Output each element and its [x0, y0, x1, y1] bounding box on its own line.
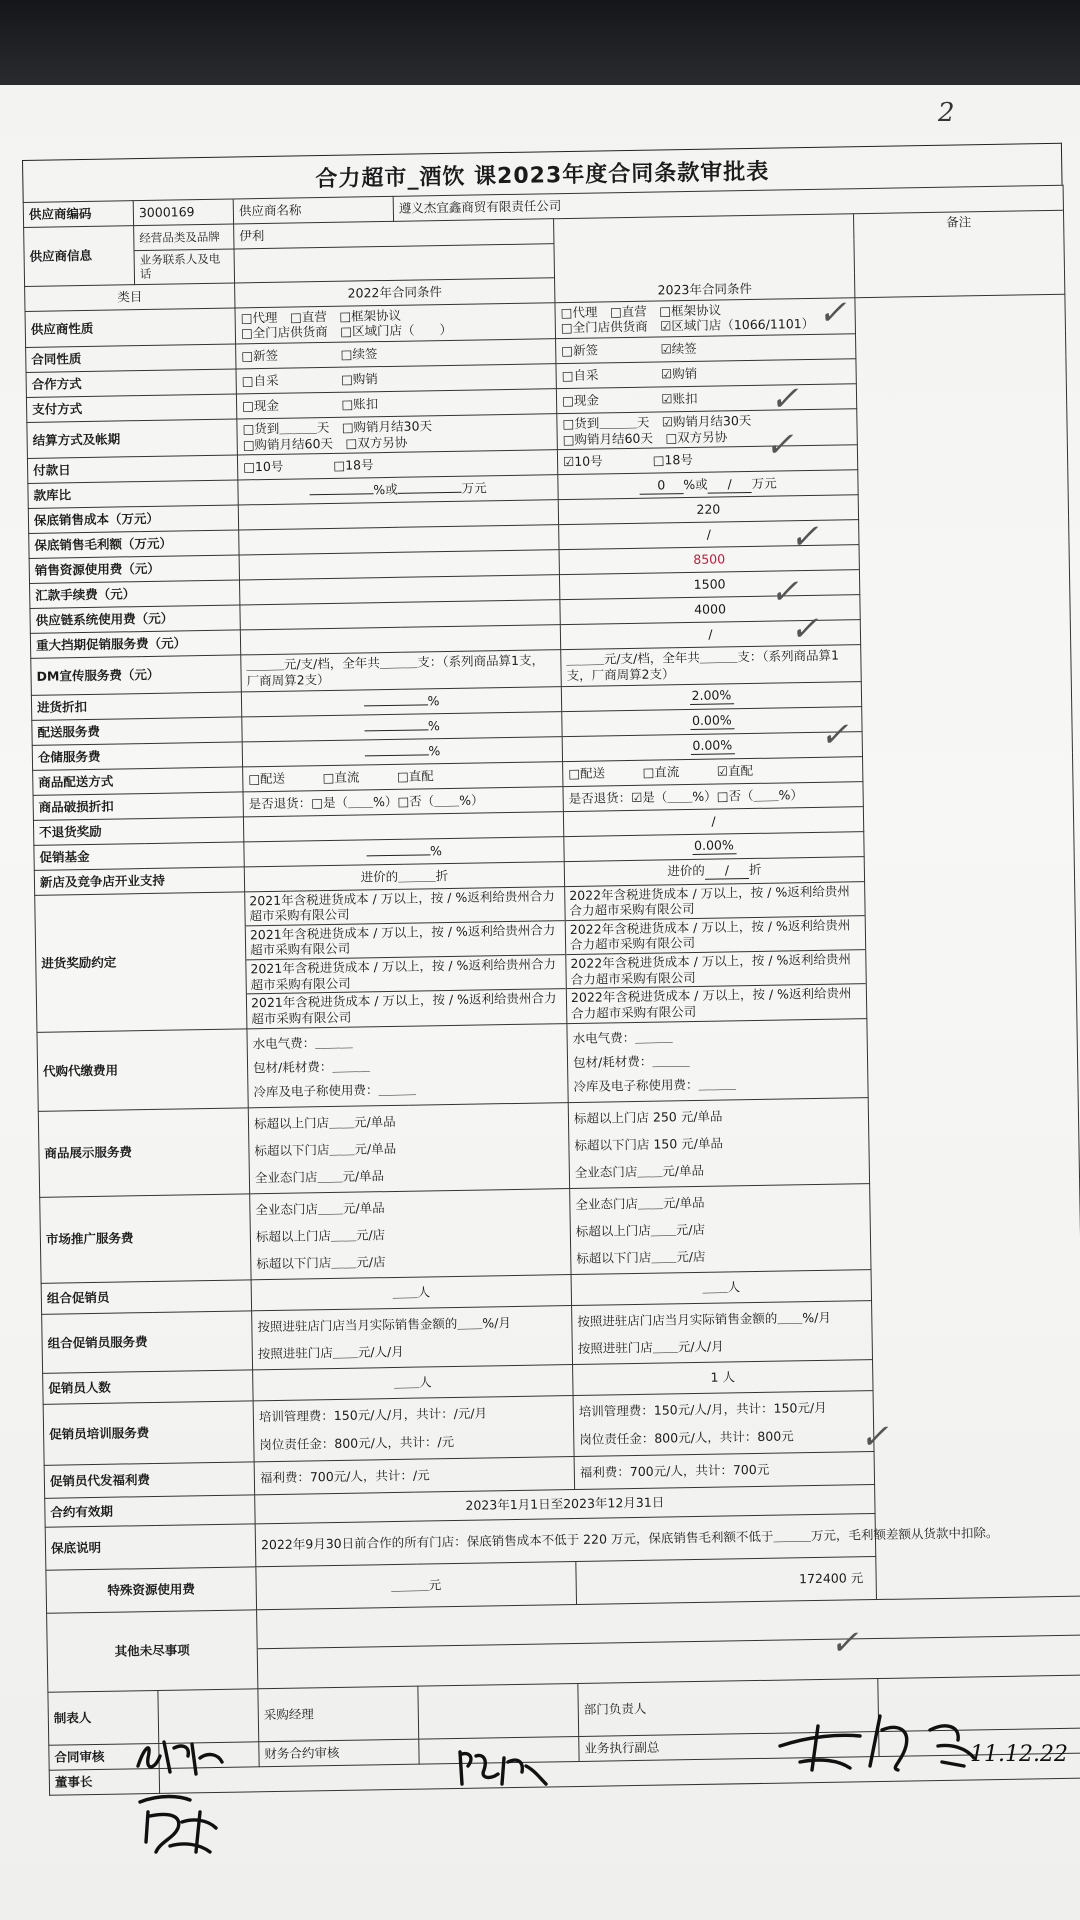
delivery-fee-2022-unit: % — [427, 717, 440, 734]
delivery-mode-2022: □配送 □直流 □直配 — [243, 761, 563, 791]
dept-head-date: 11.12.22 — [970, 1742, 1068, 1767]
purchase-manager-signature — [450, 1744, 550, 1794]
pay-day-2022: □10号 □18号 — [237, 450, 557, 480]
header-2023: 2023年合同条件 — [554, 214, 855, 303]
check-mark: ✓ — [820, 715, 849, 755]
sales-resource-label: 销售资源使用费（元） — [29, 555, 239, 583]
special-fee-2023: 172400 元 — [576, 1553, 1080, 1604]
pay-day-2023: ☑10号 □18号 — [557, 445, 857, 475]
rebate-2022-item: 2021年含税进货成本 / 万以上，按 / %返利给贵州合力超市采购有限公司 — [250, 990, 557, 1027]
vp-label: 业务执行副总 — [579, 1731, 879, 1761]
storage-fee-label: 仓储服务费 — [32, 741, 242, 769]
supplier-name: 遵义杰宜鑫商贸有限责任公司 — [393, 185, 1063, 221]
market-fee-2022-item: 标超以下门店＿＿元/店 — [256, 1253, 386, 1271]
form-table — [23, 185, 1080, 1796]
contact-value — [234, 244, 555, 283]
group-promoter-2023: ＿＿人 — [571, 1269, 871, 1305]
market-fee-2022-item: 全业态门店＿＿元/单品 — [255, 1199, 385, 1217]
stock-ratio-2022-pct-unit: %或 — [373, 482, 398, 498]
display-fee-2023-item: 标超以下门店 150 元/单品 — [574, 1135, 724, 1153]
check-mark: ✓ — [860, 1417, 889, 1457]
special-fee-label: 特殊资源使用费 — [46, 1566, 257, 1612]
agent-fee-2022 — [247, 1023, 568, 1107]
no-return-label: 不退货奖励 — [33, 816, 243, 844]
supplier-info-label: 供应商信息 — [24, 226, 135, 287]
contract-label: 合同性质 — [26, 344, 236, 372]
sales-resource-2023: 8500 — [559, 545, 859, 575]
agent-fee-2022-item: 冷库及电子称使用费：＿＿＿ — [253, 1081, 417, 1099]
rebate-label: 进货奖励约定 — [35, 891, 247, 1031]
promoter-count-2022: ＿＿人 — [253, 1364, 573, 1400]
delivery-mode-2023: □配送 □直流 ☑直配 — [563, 756, 863, 786]
check-mark: ✓ — [770, 379, 799, 419]
agent-fee-2023-item: 包材/耗材费：＿＿＿ — [572, 1052, 690, 1070]
rebate-2022 — [245, 886, 567, 1028]
min-cost-2023: 220 — [558, 495, 858, 525]
brand-value: 伊利 — [234, 219, 554, 249]
promoter-training-2022-item: 培训管理费：150元/人/月，共计：/元/月 — [258, 1404, 488, 1424]
pay-method-2022: □现金 □账扣 — [236, 389, 556, 419]
display-fee-2022-item: 标超以上门店＿＿元/单品 — [253, 1113, 396, 1131]
settle-2022 — [237, 414, 558, 456]
special-fee-2022: ＿＿＿元 — [256, 1561, 577, 1609]
new-store-label: 新店及竞争店开业支持 — [34, 866, 244, 894]
new-store-2022: 进价的＿＿＿折 — [244, 861, 564, 891]
purchase-discount-label: 进货折扣 — [31, 691, 241, 719]
nature-2022 — [235, 302, 556, 344]
remark-column — [855, 294, 1080, 1599]
supply-chain-label: 供应链系统使用费（元） — [30, 605, 240, 633]
settle-2022-line2: □购销月结60天 □双方另协 — [242, 434, 408, 453]
validity-label: 合约有效期 — [45, 1494, 255, 1526]
stock-ratio-2023-wan: / — [708, 476, 752, 493]
group-promoter-2022: ＿＿人 — [251, 1274, 571, 1310]
promoter-training-2023-item: 培训管理费：150元/人/月，共计：150元/月 — [578, 1399, 827, 1419]
stock-ratio-2023-pct: 0 — [639, 477, 683, 494]
remit-fee-2023: 1500 — [559, 570, 859, 600]
check-mark: ✓ — [770, 572, 799, 612]
new-store-2023-value: / — [705, 862, 749, 879]
delivery-mode-label: 商品配送方式 — [33, 766, 243, 794]
agent-fee-2022-item: 包材/耗材费：＿＿＿ — [252, 1057, 370, 1075]
market-fee-2022 — [250, 1188, 571, 1279]
promoter-training-2023-item: 岗位责任金：800元/人，共计：800元 — [579, 1427, 794, 1447]
rebate-2023-item: 2022年含税进货成本 / 万以上，按 / %返利给贵州合力超市采购有限公司 — [570, 985, 852, 1021]
supplier-code: 3000169 — [133, 199, 233, 226]
purchase-discount-2023-value: 2.00% — [689, 687, 733, 704]
dm-label: DM宣传服务费（元） — [31, 655, 242, 695]
promoter-training-2023 — [573, 1390, 874, 1456]
rebate-2022-item: 2021年含税进货成本 / 万以上，按 / %返利给贵州合力超市采购有限公司 — [246, 921, 566, 961]
promoter-training-label: 促销员培训服务费 — [43, 1400, 254, 1464]
check-mark: ✓ — [765, 425, 794, 465]
form-title: 合力超市_酒饮 课2023年度合同条款审批表 — [22, 143, 1063, 202]
promoter-count-label: 促销员人数 — [43, 1369, 253, 1403]
check-mark: ✓ — [790, 609, 819, 649]
purchase-manager-label: 采购经理 — [258, 1686, 419, 1742]
brand-label: 经营品类及品牌 — [134, 224, 234, 251]
other-value — [257, 1596, 1080, 1689]
header-category: 类目 — [25, 283, 235, 311]
pay-method-label: 支付方式 — [26, 394, 236, 422]
damage-2022: 是否退货：□是（＿＿%）□否（＿＿%） — [243, 786, 563, 816]
chairman-label: 董事长 — [49, 1768, 159, 1795]
agent-fee-label: 代购代缴费用 — [37, 1028, 248, 1110]
other-label: 其他未尽事项 — [47, 1609, 258, 1691]
delivery-fee-label: 配送服务费 — [32, 716, 242, 744]
stock-ratio-2022-pct — [309, 494, 373, 496]
delivery-fee-2023-value: 0.00% — [690, 712, 734, 729]
agent-fee-2023-item: 冷库及电子称使用费：＿＿＿ — [573, 1075, 737, 1094]
rebate-2022-item: 2021年含税进货成本 / 万以上，按 / %返利给贵州合力超市采购有限公司 — [245, 887, 565, 927]
agent-fee-2022-item: 水电气费：＿＿＿ — [252, 1034, 353, 1051]
big-promo-2023: / — [560, 620, 860, 650]
pay-method-2023: □现金 ☑账扣 — [556, 384, 856, 414]
check-mark: ✓ — [818, 293, 847, 333]
market-fee-label: 市场推广服务费 — [40, 1193, 251, 1282]
coop-2023: □自采 ☑购销 — [556, 359, 856, 389]
promoter-training-2022-item: 岗位责任金：800元/人，共计：/元 — [259, 1433, 455, 1452]
display-fee-2022-item: 标超以下门店＿＿元/单品 — [254, 1140, 397, 1158]
agent-fee-2023-item: 水电气费：＿＿＿ — [572, 1028, 673, 1046]
group-promoter-fee-2022-item: 按照进驻店门店当月实际销售金额的＿＿%/月 — [257, 1314, 512, 1334]
stock-ratio-2022-wan-unit: 万元 — [461, 480, 487, 497]
promoter-count-2023: 1 人 — [573, 1359, 873, 1395]
group-promoter-fee-2022-item: 按照进驻门店＿＿元/人/月 — [257, 1343, 404, 1361]
promo-fund-label: 促销基金 — [34, 841, 244, 869]
damage-2023: 是否退货：☑是（＿＿%）□否（＿＿%） — [563, 781, 863, 811]
display-fee-2023-item: 标超以上门店 250 元/单品 — [573, 1108, 723, 1126]
stock-ratio-2022-wan — [398, 492, 462, 494]
rebate-2023-item: 2022年含税进货成本 / 万以上，按 / %返利给贵州合力超市采购有限公司 — [566, 950, 866, 989]
supply-chain-2023: 4000 — [560, 595, 860, 625]
promoter-welfare-2023: 福利费：700元/人，共计：700元 — [574, 1451, 875, 1489]
dm-2023: ＿＿＿元/支/档，全年共＿＿＿支：（系列商品算1支，厂商周算2支） — [561, 645, 862, 686]
purchase-discount-2022-unit: % — [427, 692, 440, 709]
dm-2022: ＿＿＿元/支/档，全年共＿＿＿支：（系列商品算1支，厂商周算2支） — [241, 650, 562, 692]
supplier-code-label: 供应商编码 — [23, 201, 133, 228]
settle-2023-line2: □购销月结60天 □双方另协 — [562, 428, 728, 447]
supplier-name-label: 供应商名称 — [233, 196, 393, 224]
contact-label: 业务联系人及电话 — [134, 249, 235, 284]
preparer-label: 制表人 — [48, 1690, 159, 1745]
promoter-training-2022 — [253, 1395, 574, 1461]
guarantee-label: 保底说明 — [45, 1523, 256, 1569]
settle-label: 结算方式及帐期 — [27, 419, 238, 459]
promoter-welfare-2022: 福利费：700元/人，共计：/元 — [254, 1456, 575, 1494]
promoter-welfare-label: 促销员代发福利费 — [44, 1461, 255, 1497]
promo-fund-2022-unit: % — [429, 842, 443, 859]
new-store-2023-post: 折 — [748, 862, 762, 878]
rebate-2023-item: 2022年含税进货成本 / 万以上，按 / %返利给贵州合力超市采购有限公司 — [566, 916, 866, 955]
preparer-signature — [130, 1728, 230, 1788]
settle-2022-line1: □货到＿＿＿天 □购销月结30天 — [242, 418, 433, 437]
agent-fee-2023 — [567, 1018, 868, 1102]
market-fee-2023-item: 全业态门店＿＿元/单品 — [575, 1194, 705, 1212]
storage-fee-2023-value: 0.00% — [690, 737, 734, 754]
stock-ratio-2023-wan-unit: 万元 — [751, 475, 777, 491]
damage-label: 商品破损折扣 — [33, 791, 243, 819]
nature-label: 供应商性质 — [25, 308, 236, 348]
min-margin-2023: / — [559, 520, 859, 550]
stock-ratio-label: 款库比 — [28, 480, 238, 508]
coop-label: 合作方式 — [26, 369, 236, 397]
settle-2023-line1: □货到＿＿＿天 ☑购销月结30天 — [562, 412, 752, 432]
finance-review-label: 财务合约审核 — [259, 1739, 419, 1767]
header-2022: 2022年合同条件 — [235, 277, 555, 307]
group-promoter-fee-2022 — [252, 1305, 573, 1369]
group-promoter-fee-2023 — [572, 1300, 873, 1364]
header-remark: 备注 — [854, 210, 1065, 297]
purchase-manager-sign-cell — [418, 1683, 579, 1739]
guarantee-value: 2022年9月30日前合作的所有门店：保底销售成本不低于 220 万元，保底销售毛利额不低于＿＿＿万元，毛利额差额从货款中扣除。 — [255, 1510, 1080, 1567]
rebate-2023 — [565, 881, 867, 1023]
market-fee-2023-item: 标超以下门店＿＿元/店 — [576, 1248, 706, 1266]
settle-2023 — [557, 409, 858, 450]
no-return-2023: / — [563, 806, 863, 836]
contract-review-label: 合同审核 — [49, 1743, 159, 1770]
min-margin-label: 保底销售毛利额（万元） — [29, 530, 239, 558]
market-fee-2022-item: 标超以上门店＿＿元/店 — [255, 1226, 386, 1244]
nature-2023 — [555, 293, 856, 338]
big-promo-label: 重大挡期促销服务费（元） — [30, 630, 240, 658]
check-mark: ✓ — [830, 1623, 859, 1663]
display-fee-2022-item: 全业态门店＿＿元/单品 — [254, 1167, 385, 1185]
display-fee-2023 — [568, 1097, 869, 1188]
min-cost-label: 保底销售成本（万元） — [28, 505, 238, 533]
rebate-2022-item: 2021年含税进货成本 / 万以上，按 / %返利给贵州合力超市采购有限公司 — [246, 955, 566, 995]
group-promoter-fee-2023-item: 按照进驻店门店当月实际销售金额的＿＿%/月 — [577, 1309, 832, 1329]
coop-2022: □自采 □购销 — [236, 364, 556, 394]
display-fee-2022 — [248, 1102, 569, 1193]
contract-2022: □新签 □续签 — [236, 339, 556, 369]
nature-2022-line1: □代理 □直营 □框架协议 — [240, 307, 402, 326]
stock-ratio-2023-mid: %或 — [683, 476, 708, 493]
group-promoter-label: 组合促销员 — [41, 1279, 251, 1313]
contract-review-signature — [130, 1782, 230, 1862]
display-fee-2023-item: 全业态门店＿＿元/单品 — [574, 1162, 705, 1180]
corner-page-mark: 2 — [938, 98, 955, 128]
check-mark: ✓ — [790, 517, 819, 557]
market-fee-2023 — [570, 1183, 871, 1274]
new-store-2023-pre: 进价的 — [667, 862, 705, 879]
validity-value: 2023年1月1日至2023年12月31日 — [255, 1484, 875, 1523]
contract-2023: □新签 ☑续签 — [556, 334, 856, 364]
nature-2023-line2: □全门店供货商 ☑区域门店（1066/1101） — [560, 316, 815, 336]
rebate-2023-item: 2022年含税进货成本 / 万以上，按 / %返利给贵州合力超市采购有限公司 — [565, 882, 865, 921]
approval-form — [22, 143, 1080, 1796]
nature-2023-line1: □代理 □直营 □框架协议 — [560, 302, 722, 320]
group-promoter-fee-label: 组合促销员服务费 — [42, 1310, 253, 1372]
dept-head-label: 部门负责人 — [578, 1678, 879, 1736]
nature-2022-line2: □全门店供货商 □区域门店（ ） — [240, 322, 453, 341]
market-fee-2023-item: 标超以上门店＿＿元/店 — [575, 1221, 706, 1239]
remit-fee-label: 汇款手续费（元） — [30, 580, 240, 608]
storage-fee-2022-unit: % — [428, 742, 441, 759]
pay-day-label: 付款日 — [27, 455, 237, 483]
group-promoter-fee-2023-item: 按照进驻门店＿＿元/人/月 — [577, 1338, 724, 1356]
promo-fund-2023-value: 0.00% — [692, 837, 736, 854]
display-fee-label: 商品展示服务费 — [38, 1107, 249, 1196]
